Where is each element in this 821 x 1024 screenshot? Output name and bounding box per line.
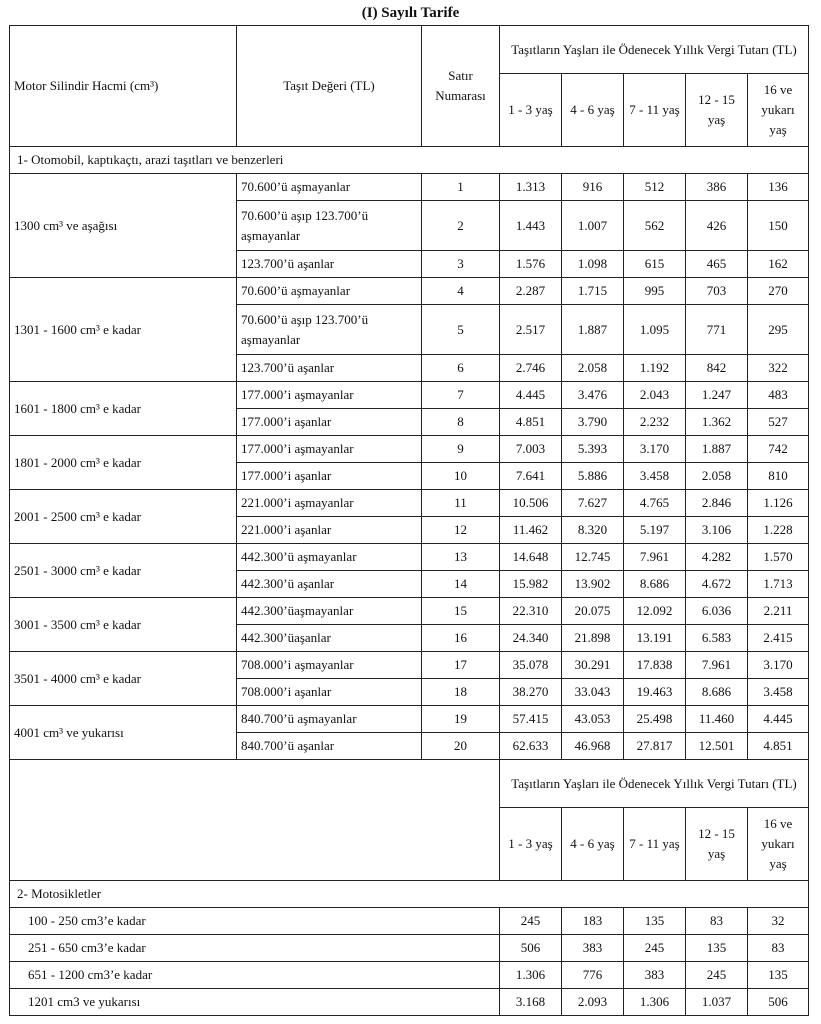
tax-amount-cell: 465 [686,251,748,278]
table-row [10,760,809,808]
tax-amount-cell: 2.058 [686,463,748,490]
tax-amount-cell: 2.517 [500,305,562,355]
tax-amount-cell: 1.192 [624,355,686,382]
header-row-number [422,26,500,147]
vehicle-value-cell: 70.600’ü aşmayanlar [237,278,422,305]
tax-amount-cell: 995 [624,278,686,305]
row-number-cell: 18 [422,679,500,706]
row-number-cell: 11 [422,490,500,517]
motor-volume-cell: 1601 - 1800 cm³ e kadar [10,382,237,436]
vehicle-value-cell: 442.300’ü aşmayanlar [237,544,422,571]
motor-volume-cell: 3001 - 3500 cm³ e kadar [10,598,237,652]
tax-amount-cell: 2.093 [562,989,624,1016]
vehicle-value-cell: 177.000’i aşmayanlar [237,436,422,463]
header-age-3: 7 - 11 yaş [624,74,686,147]
tax-amount-cell: 383 [624,962,686,989]
tax-amount-cell: 13.902 [562,571,624,598]
vehicle-value-cell: 70.600’ü aşmayanlar [237,174,422,201]
tax-amount-cell: 295 [748,305,809,355]
tax-amount-cell: 3.476 [562,382,624,409]
vehicle-value-cell: 177.000’i aşanlar [237,463,422,490]
tax-amount-cell: 1.095 [624,305,686,355]
tax-amount-cell: 483 [748,382,809,409]
tax-amount-cell: 3.458 [748,679,809,706]
tax-amount-cell: 6.036 [686,598,748,625]
row-number-cell: 17 [422,652,500,679]
row-number-cell: 3 [422,251,500,278]
vehicle-value-cell: 177.000’i aşanlar [237,409,422,436]
tax-amount-cell: 426 [686,201,748,251]
tax-amount-cell: 83 [686,908,748,935]
header-annual-tax: Taşıtların Yaşları ile Ödenecek Yıllık Vergi Tutarı (TL) [500,26,809,74]
tax-amount-cell: 17.838 [624,652,686,679]
tax-amount-cell: 11.462 [500,517,562,544]
tax-amount-cell: 512 [624,174,686,201]
tax-amount-cell: 5.886 [562,463,624,490]
table-row [10,962,809,989]
vehicle-value-cell: 123.700’ü aşanlar [237,251,422,278]
table-row [10,26,809,74]
tax-amount-cell: 4.282 [686,544,748,571]
vehicle-value-cell: 708.000’i aşmayanlar [237,652,422,679]
tax-amount-cell: 10.506 [500,490,562,517]
tax-amount-cell: 506 [500,935,562,962]
tax-amount-cell: 46.968 [562,733,624,760]
tax-amount-cell: 386 [686,174,748,201]
vehicle-value-cell: 708.000’i aşanlar [237,679,422,706]
row-number-cell: 15 [422,598,500,625]
table-row [10,881,809,908]
tax-amount-cell: 22.310 [500,598,562,625]
motorcycle-class-cell: 651 - 1200 cm3’e kadar [10,962,500,989]
tax-amount-cell: 1.313 [500,174,562,201]
tax-amount-cell: 1.098 [562,251,624,278]
tax-amount-cell: 4.445 [748,706,809,733]
tax-amount-cell: 62.633 [500,733,562,760]
header-vehicle-value: Taşıt Değeri (TL) [237,26,422,147]
tax-amount-cell: 13.191 [624,625,686,652]
tax-amount-cell: 776 [562,962,624,989]
tax-amount-cell: 245 [624,935,686,962]
table-row [10,174,809,201]
table-row [10,436,809,463]
vehicle-value-cell: 442.300’üaşanlar [237,625,422,652]
tax-amount-cell: 136 [748,174,809,201]
tax-amount-cell: 4.851 [500,409,562,436]
tax-amount-cell: 1.007 [562,201,624,251]
vehicle-value-cell: 70.600’ü aşıp 123.700’ü aşmayanlar [237,201,422,251]
tax-amount-cell: 7.961 [686,652,748,679]
tax-amount-cell: 3.458 [624,463,686,490]
tax-amount-cell: 4.445 [500,382,562,409]
motor-volume-cell: 4001 cm³ ve yukarısı [10,706,237,760]
tax-amount-cell: 2.415 [748,625,809,652]
row-number-cell: 8 [422,409,500,436]
header-age-2-3: 7 - 11 yaş [624,808,686,881]
tax-amount-cell: 3.168 [500,989,562,1016]
tax-amount-cell: 1.715 [562,278,624,305]
table-row [10,490,809,517]
row-number-cell: 14 [422,571,500,598]
tax-amount-cell: 4.851 [748,733,809,760]
tax-amount-cell: 20.075 [562,598,624,625]
row-number-cell: 9 [422,436,500,463]
tax-amount-cell: 35.078 [500,652,562,679]
tax-amount-cell: 506 [748,989,809,1016]
tax-amount-cell: 21.898 [562,625,624,652]
tax-amount-cell: 4.765 [624,490,686,517]
tax-amount-cell: 12.745 [562,544,624,571]
row-number-cell: 13 [422,544,500,571]
tax-amount-cell: 2.232 [624,409,686,436]
vehicle-value-cell: 221.000’i aşanlar [237,517,422,544]
tax-amount-cell: 5.197 [624,517,686,544]
row-number-cell: 7 [422,382,500,409]
tax-amount-cell: 615 [624,251,686,278]
tax-amount-cell: 8.320 [562,517,624,544]
header-age-1: 1 - 3 yaş [500,74,562,147]
header-age-2-4: 12 - 15 yaş [686,808,748,881]
motor-volume-cell: 1801 - 2000 cm³ e kadar [10,436,237,490]
section-title-motorcycles: 2- Motosikletler [10,881,809,908]
tax-amount-cell: 322 [748,355,809,382]
tax-tariff-table [9,25,809,1016]
row-number-cell: 4 [422,278,500,305]
tax-amount-cell: 4.672 [686,571,748,598]
tax-amount-cell: 842 [686,355,748,382]
tax-amount-cell: 183 [562,908,624,935]
page-title: (I) Sayılı Tarife [361,5,460,21]
tax-amount-cell: 1.887 [686,436,748,463]
tax-amount-cell: 2.287 [500,278,562,305]
tax-amount-cell: 8.686 [686,679,748,706]
tax-amount-cell: 1.576 [500,251,562,278]
tax-amount-cell: 135 [748,962,809,989]
tax-amount-cell: 2.211 [748,598,809,625]
tax-amount-cell: 24.340 [500,625,562,652]
tax-amount-cell: 1.362 [686,409,748,436]
motorcycle-class-cell: 251 - 650 cm3’e kadar [10,935,500,962]
tax-amount-cell: 2.746 [500,355,562,382]
table-row [10,989,809,1016]
tax-amount-cell: 1.887 [562,305,624,355]
motor-volume-cell: 1300 cm³ ve aşağısı [10,174,237,278]
tax-amount-cell: 83 [748,935,809,962]
tax-amount-cell: 2.043 [624,382,686,409]
tax-amount-cell: 3.170 [624,436,686,463]
tax-amount-cell: 703 [686,278,748,305]
row-number-cell: 5 [422,305,500,355]
tax-amount-cell: 11.460 [686,706,748,733]
header-annual-tax-2: Taşıtların Yaşları ile Ödenecek Yıllık Vergi Tutarı (TL) [500,760,809,808]
tax-amount-cell: 3.106 [686,517,748,544]
tax-amount-cell: 5.393 [562,436,624,463]
tax-amount-cell: 383 [562,935,624,962]
motor-volume-cell: 1301 - 1600 cm³ e kadar [10,278,237,382]
row-number-cell: 10 [422,463,500,490]
tax-amount-cell: 1.126 [748,490,809,517]
vehicle-value-cell: 70.600’ü aşıp 123.700’ü aşmayanlar [237,305,422,355]
vehicle-value-cell: 442.300’üaşmayanlar [237,598,422,625]
row-number-cell: 16 [422,625,500,652]
tax-amount-cell: 1.306 [624,989,686,1016]
tax-amount-cell: 1.306 [500,962,562,989]
tax-amount-cell: 245 [500,908,562,935]
header-row-number-line2: Numarası [435,88,486,103]
tax-amount-cell: 14.648 [500,544,562,571]
tax-amount-cell: 7.961 [624,544,686,571]
tax-amount-cell: 57.415 [500,706,562,733]
header-age-4: 12 - 15 yaş [686,74,748,147]
header-age-5: 16 ve yukarı yaş [748,74,809,147]
motor-volume-cell: 3501 - 4000 cm³ e kadar [10,652,237,706]
table-row [10,147,809,174]
header-age-2-1: 1 - 3 yaş [500,808,562,881]
tax-amount-cell: 7.003 [500,436,562,463]
tax-amount-cell: 135 [624,908,686,935]
tax-amount-cell: 12.092 [624,598,686,625]
tax-amount-cell: 6.583 [686,625,748,652]
tax-amount-cell: 19.463 [624,679,686,706]
tax-amount-cell: 38.270 [500,679,562,706]
row-number-cell: 2 [422,201,500,251]
tax-amount-cell: 2.846 [686,490,748,517]
motorcycle-class-cell: 1201 cm3 ve yukarısı [10,989,500,1016]
tax-amount-cell: 162 [748,251,809,278]
vehicle-value-cell: 123.700’ü aşanlar [237,355,422,382]
tax-amount-cell: 562 [624,201,686,251]
table-row [10,935,809,962]
tax-amount-cell: 1.228 [748,517,809,544]
vehicle-value-cell: 177.000’i aşmayanlar [237,382,422,409]
tax-amount-cell: 245 [686,962,748,989]
tax-amount-cell: 27.817 [624,733,686,760]
tax-amount-cell: 30.291 [562,652,624,679]
tax-amount-cell: 12.501 [686,733,748,760]
tax-amount-cell: 7.641 [500,463,562,490]
tax-amount-cell: 33.043 [562,679,624,706]
tax-amount-cell: 1.037 [686,989,748,1016]
header-age-2-2: 4 - 6 yaş [562,808,624,881]
motor-volume-cell: 2501 - 3000 cm³ e kadar [10,544,237,598]
tax-amount-cell: 135 [686,935,748,962]
row-number-cell: 1 [422,174,500,201]
table-row [10,652,809,679]
tax-amount-cell: 1.570 [748,544,809,571]
tax-amount-cell: 150 [748,201,809,251]
table-row [10,278,809,305]
tax-amount-cell: 1.713 [748,571,809,598]
tax-amount-cell: 3.170 [748,652,809,679]
header-row-number-line1: Satır [448,68,473,83]
tax-amount-cell: 8.686 [624,571,686,598]
row-number-cell: 6 [422,355,500,382]
tax-amount-cell: 43.053 [562,706,624,733]
tax-amount-cell: 916 [562,174,624,201]
table-row [10,706,809,733]
header-age-2-5: 16 ve yukarı yaş [748,808,809,881]
header-age-2: 4 - 6 yaş [562,74,624,147]
tax-amount-cell: 742 [748,436,809,463]
vehicle-value-cell: 840.700’ü aşanlar [237,733,422,760]
tax-amount-cell: 7.627 [562,490,624,517]
table-row [10,598,809,625]
tax-amount-cell: 1.443 [500,201,562,251]
header-motor-volume: Motor Silindir Hacmi (cm³) [10,26,237,147]
tax-amount-cell: 1.247 [686,382,748,409]
tax-amount-cell: 771 [686,305,748,355]
tax-amount-cell: 3.790 [562,409,624,436]
tax-amount-cell: 527 [748,409,809,436]
row-number-cell: 12 [422,517,500,544]
motorcycle-class-cell: 100 - 250 cm3’e kadar [10,908,500,935]
vehicle-value-cell: 840.700’ü aşmayanlar [237,706,422,733]
tax-amount-cell: 2.058 [562,355,624,382]
tax-amount-cell: 25.498 [624,706,686,733]
tax-amount-cell: 15.982 [500,571,562,598]
row-number-cell: 19 [422,706,500,733]
tax-amount-cell: 270 [748,278,809,305]
tax-amount-cell: 32 [748,908,809,935]
empty-header-cell [10,760,500,881]
tax-amount-cell: 810 [748,463,809,490]
motor-volume-cell: 2001 - 2500 cm³ e kadar [10,490,237,544]
table-row [10,544,809,571]
table-row [10,908,809,935]
vehicle-value-cell: 442.300’ü aşanlar [237,571,422,598]
row-number-cell: 20 [422,733,500,760]
section-title-cars: 1- Otomobil, kaptıkaçtı, arazi taşıtları ve benzerleri [10,147,809,174]
table-row [10,382,809,409]
vehicle-value-cell: 221.000’i aşmayanlar [237,490,422,517]
